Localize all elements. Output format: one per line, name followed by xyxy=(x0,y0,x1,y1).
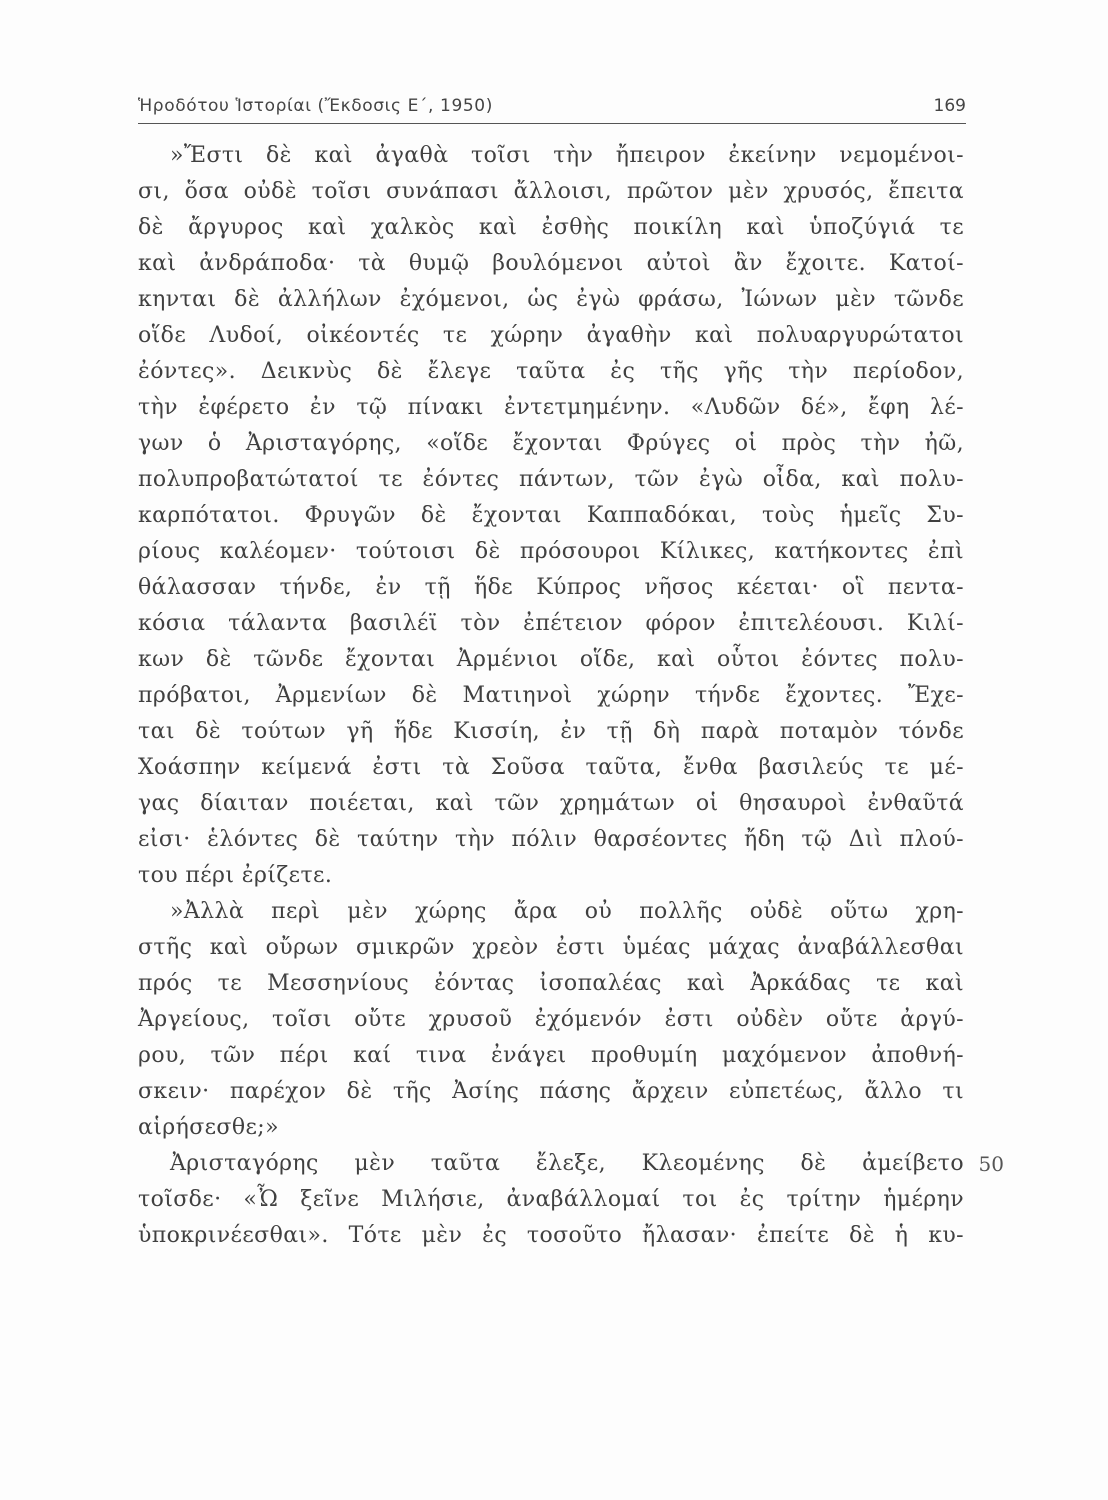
text-line: ρου, τῶν πέρι καί τινα ἐνάγει προθυμίη μαχόμενον ἀποθνή- xyxy=(138,1043,964,1068)
text-line: Ἀργείους, τοῖσι οὔτε χρυσοῦ ἐχόμενόν ἐστι οὐδὲν οὔτε ἀργύ- xyxy=(138,1007,964,1032)
running-header xyxy=(138,90,966,124)
text-line: πρόβατοι, Ἀρμενίων δὲ Ματιηνοὶ χώρην τήνδε ἔχοντες. Ἔχε- xyxy=(138,683,964,708)
text-line: γας δίαιταν ποιέεται, καὶ τῶν χρημάτων οἱ θησαυροὶ ἐνθαῦτά xyxy=(138,791,964,816)
header-title: Ἡροδότου Ἱστορίαι (Ἔκδοσις Ε΄, 1950) xyxy=(138,96,493,116)
text-line: σι, ὅσα οὐδὲ τοῖσι συνάπασι ἄλλοισι, πρῶτον μὲν χρυσός, ἔπειτα xyxy=(138,179,964,204)
text-line: »Ἀλλὰ περὶ μὲν χώρης ἄρα οὐ πολλῆς οὐδὲ οὕτω χρη- xyxy=(170,899,964,924)
text-line: εἰσι· ἑλόντες δὲ ταύτην τὴν πόλιν θαρσέοντες ἤδη τῷ Διὶ πλού- xyxy=(138,827,964,852)
text-line: σκειν· παρέχον δὲ τῆς Ἀσίης πάσης ἄρχειν εὐπετέως, ἄλλο τι xyxy=(138,1079,964,1104)
header-rule xyxy=(138,123,966,124)
text-line: ρίους καλέομεν· τούτοισι δὲ πρόσουροι Κίλικες, κατήκοντες ἐπὶ xyxy=(138,539,964,564)
text-line: κων δὲ τῶνδε ἔχονται Ἀρμένιοι οἵδε, καὶ οὗτοι ἐόντες πολυ- xyxy=(138,647,964,672)
text-line: κόσια τάλαντα βασιλέϊ τὸν ἐπέτειον φόρον ἐπιτελέουσι. Κιλί- xyxy=(138,611,964,636)
text-line: καὶ ἀνδράποδα· τὰ θυμῷ βουλόμενοι αὐτοὶ ἂν ἔχοιτε. Κατοί- xyxy=(138,251,964,276)
text-line: γων ὁ Ἀρισταγόρης, «οἵδε ἔχονται Φρύγες οἱ πρὸς τὴν ἠῶ, xyxy=(138,431,964,456)
text-line: του πέρι ἐρίζετε. xyxy=(138,863,333,888)
text-line: θάλασσαν τήνδε, ἐν τῇ ἥδε Κύπρος νῆσος κέεται· οἳ πεντα- xyxy=(138,575,964,600)
text-line: τὴν ἐφέρετο ἐν τῷ πίνακι ἐντετμημένην. «Λυδῶν δέ», ἔφη λέ- xyxy=(138,395,964,420)
text-line: ἐόντες». Δεικνὺς δὲ ἔλεγε ταῦτα ἐς τῆς γῆς τὴν περίοδον, xyxy=(138,359,964,384)
text-line: δὲ ἄργυρος καὶ χαλκὸς καὶ ἐσθὴς ποικίλη καὶ ὑποζύγιά τε xyxy=(138,215,964,240)
text-line: πρός τε Μεσσηνίους ἐόντας ἰσοπαλέας καὶ Ἀρκάδας τε καὶ xyxy=(138,971,964,996)
page-number: 169 xyxy=(933,96,966,116)
text-line: αἱρήσεσθε;» xyxy=(138,1115,279,1140)
text-line: τοῖσδε· «Ὦ ξεῖνε Μιλήσιε, ἀναβάλλομαί τοι ἐς τρίτην ἡμέρην xyxy=(138,1187,964,1212)
text-line: στῆς καὶ οὔρων σμικρῶν χρεὸν ἐστι ὑμέας μάχας ἀναβάλλεσθαι xyxy=(138,935,964,960)
text-line: ται δὲ τούτων γῆ ἥδε Κισσίη, ἐν τῇ δὴ παρὰ ποταμὸν τόνδε xyxy=(138,719,964,744)
text-line: Χοάσπην κείμενά ἐστι τὰ Σοῦσα ταῦτα, ἔνθα βασιλεύς τε μέ- xyxy=(138,755,964,780)
text-line: καρπότατοι. Φρυγῶν δὲ ἔχονται Καππαδόκαι, τοὺς ἡμεῖς Συ- xyxy=(138,503,964,528)
text-line: »Ἔστι δὲ καὶ ἀγαθὰ τοῖσι τὴν ἤπειρον ἐκείνην νεμομένοι- xyxy=(170,143,964,168)
text-line: κηνται δὲ ἀλλήλων ἐχόμενοι, ὡς ἐγὼ φράσω, Ἰώνων μὲν τῶνδε xyxy=(138,287,964,312)
line-number: 50 xyxy=(978,1152,1004,1176)
text-line: Ἀρισταγόρης μὲν ταῦτα ἔλεξε, Κλεομένης δὲ ἀμείβετο xyxy=(170,1151,964,1176)
text-line: οἵδε Λυδοί, οἰκέοντές τε χώρην ἀγαθὴν καὶ πολυαργυρώτατοι xyxy=(138,323,964,348)
text-line: ὑποκρινέεσθαι». Τότε μὲν ἐς τοσοῦτο ἤλασαν· ἐπείτε δὲ ἡ κυ- xyxy=(138,1223,964,1248)
text-line: πολυπροβατώτατοί τε ἐόντες πάντων, τῶν ἐγὼ οἶδα, καὶ πολυ- xyxy=(138,467,964,492)
